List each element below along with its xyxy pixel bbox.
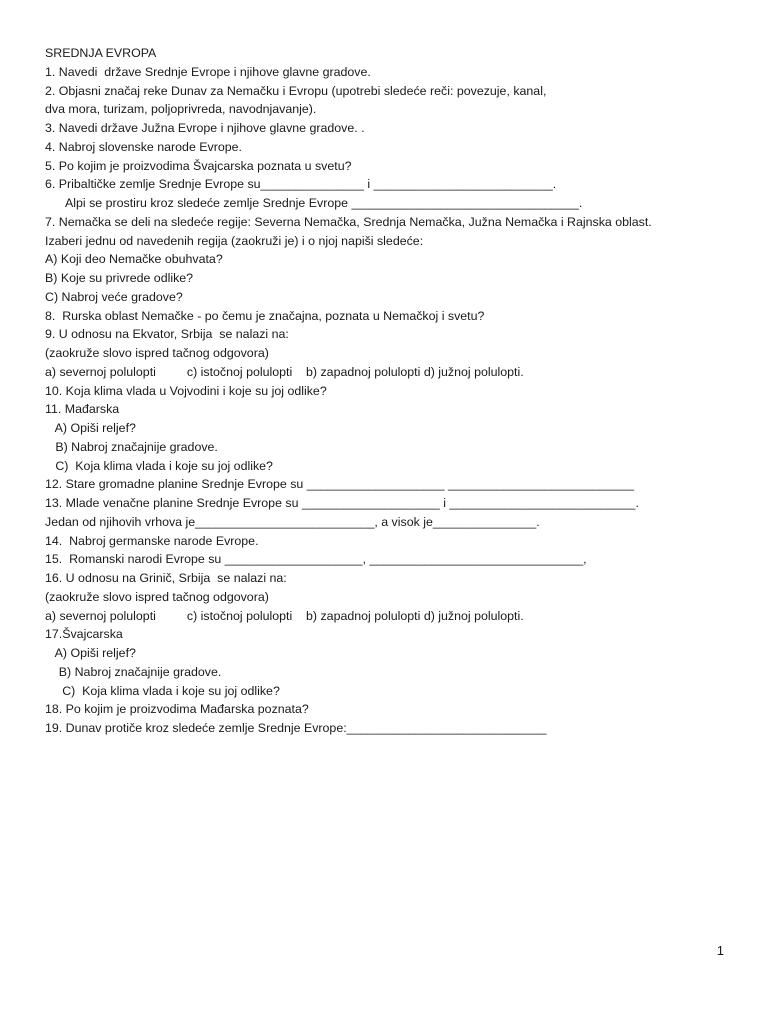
question-7-instruction: Izaberi jednu od navedenih regija (zaokruži je) i o njoj napiši sledeće:: [45, 233, 424, 248]
worksheet-title: SREDNJA EVROPA: [45, 46, 157, 60]
question-19: 19. Dunav protiče kroz sledeće zemlje Srednje Evrope:_____________________________: [45, 721, 547, 735]
question-10: 10. Koja klima vlada u Vojvodini i koje su joj odlike?: [45, 383, 327, 398]
question-3: 3. Navedi države Južna Evrope i njihove glavne gradove. .: [45, 121, 365, 135]
question-16-options: a) severnoj polulopti c) istočnoj polulopti b) zapadnoj polulopti d) južnoj polulopti.: [45, 608, 524, 623]
question-11-b: B) Nabroj značajnije gradove.: [45, 439, 218, 454]
question-2-continued: dva mora, turizam, poljoprivreda, navodnjavanje).: [45, 102, 317, 117]
question-17-b: B) Nabroj značajnije gradove.: [45, 664, 222, 679]
worksheet-body: [45, 44, 745, 738]
question-6-alps: Alpi se prostiru kroz sledeće zemlje Srednje Evrope _________________________________.: [45, 196, 583, 210]
question-14: 14. Nabroj germanske narode Evrope.: [45, 533, 259, 548]
question-11-a: A) Opiši reljef?: [45, 421, 136, 435]
question-18: 18. Po kojim je proizvodima Mađarska poznata?: [45, 702, 309, 717]
question-7-a: A) Koji deo Nemačke obuhvata?: [45, 252, 223, 267]
question-1: 1. Navedi države Srednje Evrope i njihove glavne gradove.: [45, 64, 371, 79]
question-5: 5. Po kojim je proizvodima Švajcarska poznata u svetu?: [45, 158, 352, 173]
question-13: 13. Mlade venačne planine Srednje Evrope su ____________________ i ___________________________.: [45, 496, 639, 510]
question-13-continued: Jedan od njihovih vrhova je__________________________, a visok je_______________.: [45, 514, 540, 529]
question-9: 9. U odnosu na Ekvator, Srbija se nalazi na:: [45, 327, 289, 342]
question-7-b: B) Koje su privrede odlike?: [45, 271, 194, 285]
question-17-a: A) Opiši reljef?: [45, 646, 136, 660]
question-9-instruction: (zaokruže slovo ispred tačnog odgovora): [45, 346, 269, 360]
question-7: 7. Nemačka se deli na sledeće regije: Severna Nemačka, Srednja Nemačka, Južna Nemačka i Rajnska oblast.: [45, 214, 652, 229]
question-9-options: a) severnoj polulopti c) istočnoj polulopti b) zapadnoj polulopti d) južnoj polulopti.: [45, 364, 524, 379]
question-17-c: C) Koja klima vlada i koje su joj odlike?: [45, 683, 280, 698]
question-17: 17.Švajcarska: [45, 627, 123, 642]
question-11-c: C) Koja klima vlada i koje su joj odlike?: [45, 458, 273, 473]
question-8: 8. Rurska oblast Nemačke - po čemu je značajna, poznata u Nemačkoj i svetu?: [45, 308, 485, 323]
question-6: 6. Pribaltičke zemlje Srednje Evrope su_______________ i __________________________.: [45, 177, 557, 192]
question-16-instruction: (zaokruže slovo ispred tačnog odgovora): [45, 589, 269, 604]
question-15: 15. Romanski narodi Evrope su ____________________, _______________________________,: [45, 552, 587, 567]
page-number: 1: [716, 943, 724, 958]
question-11: 11. Mađarska: [45, 402, 120, 417]
question-16: 16. U odnosu na Grinič, Srbija se nalazi na:: [45, 571, 287, 585]
question-4: 4. Nabroj slovenske narode Evrope.: [45, 139, 242, 154]
question-2: 2. Objasni značaj reke Dunav za Nemačku i Evropu (upotrebi sledeće reči: povezuje, kanal,: [45, 83, 547, 98]
question-7-c: C) Nabroj veće gradove?: [45, 289, 183, 304]
question-12: 12. Stare gromadne planine Srednje Evrope su ____________________ ___________________________: [45, 477, 635, 492]
